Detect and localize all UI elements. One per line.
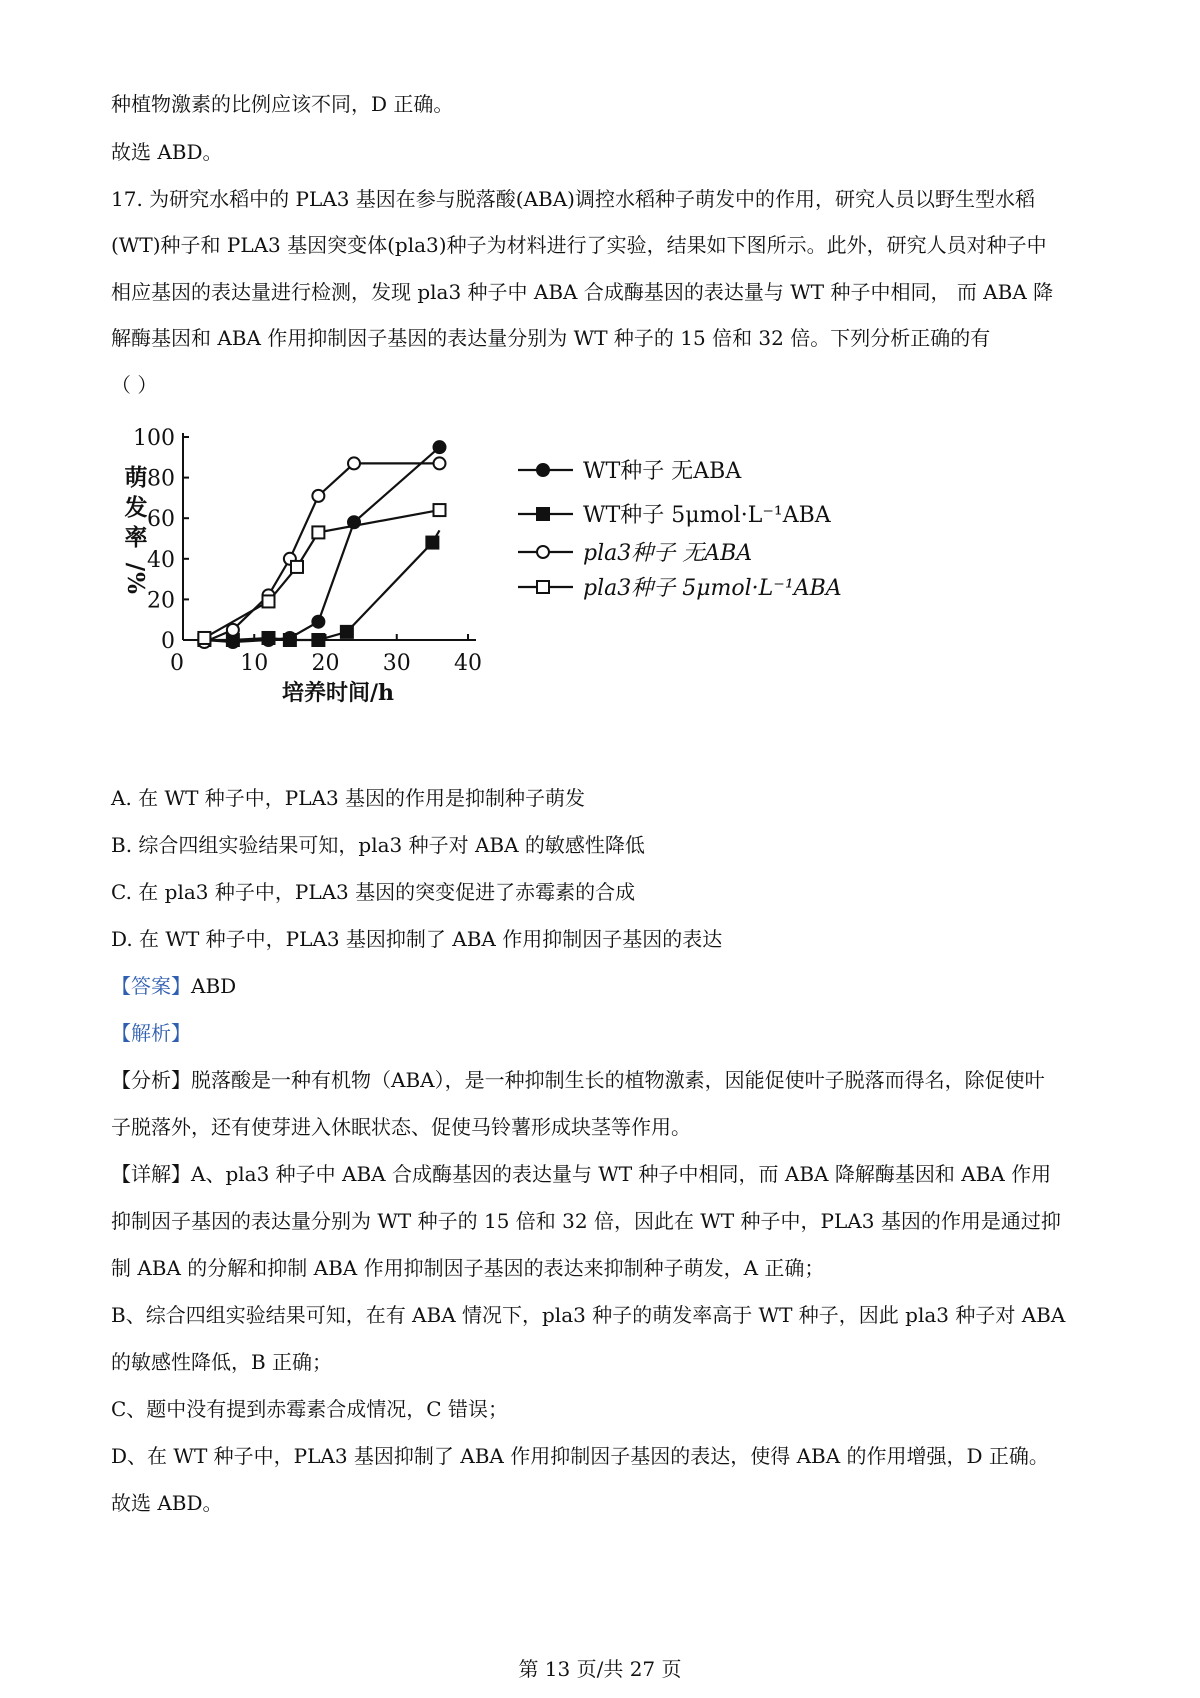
detail-text: 的敏感性降低，B 正确；	[111, 1350, 333, 1374]
data-point	[312, 616, 324, 628]
data-point	[312, 526, 324, 538]
answer-value: ABD	[191, 974, 237, 998]
answer-line	[111, 973, 236, 999]
data-point	[263, 632, 275, 644]
legend-item-1	[518, 459, 742, 484]
legend-label: pla3种子 无ABA	[583, 541, 753, 566]
detail-text: B、综合四组实验结果可知，在有 ABA 情况下，pla3 种子的萌发率高于 WT 种子，因此 pla3 种子对 ABA	[111, 1303, 1066, 1327]
data-point	[434, 504, 446, 516]
legend-item-3	[518, 541, 752, 566]
legend-item-4	[518, 576, 842, 601]
detail-text: 制 ABA 的分解和抑制 ABA 作用抑制因子基因的表达来抑制种子萌发，A 正确；	[111, 1256, 825, 1280]
data-point	[537, 508, 549, 520]
detail-text: C、题中没有提到赤霉素合成情况，C 错误；	[111, 1397, 508, 1421]
data-point	[537, 546, 549, 558]
legend-label: WT种子 5μmol·L⁻¹ABA	[583, 503, 831, 528]
option-b: B. 综合四组实验结果可知，pla3 种子对 ABA 的敏感性降低	[111, 833, 645, 857]
data-point	[434, 457, 446, 469]
analysis-text: 脱落酸是一种有机物（ABA），是一种抑制生长的植物激素，因能促使叶子脱落而得名，除促使叶	[191, 1068, 1045, 1092]
question-17-stem: 相应基因的表达量进行检测，发现 pla3 种子中 ABA 合成酶基因的表达量与 WT 种子中相同， 而 ABA 降	[111, 280, 1054, 304]
option-a: A. 在 WT 种子中，PLA3 基因的作用是抑制种子萌发	[111, 786, 586, 810]
detail-text: A、pla3 种子中 ABA 合成酶基因的表达量与 WT 种子中相同，而 ABA 降解酶基因和 ABA 作用	[191, 1162, 1052, 1186]
detail-text: 抑制因子基因的表达量分别为 WT 种子的 15 倍和 32 倍，因此在 WT 种子中，PLA3 基因的作用是通过抑	[111, 1209, 1061, 1233]
chart-legend	[518, 459, 842, 601]
y-tick-label: 40	[147, 547, 175, 573]
chart-plot	[198, 441, 445, 648]
x-tick-label: 20	[311, 651, 340, 676]
detail-paragraph	[111, 1161, 1051, 1187]
text-line: 故选 ABD。	[111, 140, 223, 164]
y-axis-label-char: 萌	[124, 464, 148, 491]
y-tick-label: 80	[147, 466, 175, 492]
detail-text: D、在 WT 种子中，PLA3 基因抑制了 ABA 作用抑制因子基因的表达，使得 ABA 的作用增强，D 正确。	[111, 1444, 1049, 1468]
data-point	[284, 634, 296, 646]
legend-item-2	[518, 503, 832, 528]
analysis-paragraph	[111, 1067, 1045, 1093]
data-point	[312, 490, 324, 502]
data-point	[434, 441, 446, 453]
analysis-text: 子脱落外，还有使芽进入休眠状态、促使马铃薯形成块茎等作用。	[111, 1115, 691, 1139]
question-17-stem: 解酶基因和 ABA 作用抑制因子基因的表达量分别为 WT 种子的 15 倍和 32 倍。下列分析正确的有	[111, 326, 991, 350]
analysis-heading: 【解析】	[111, 1021, 191, 1045]
question-17-stem: 17. 为研究水稻中的 PLA3 基因在参与脱落酸(ABA)调控水稻种子萌发中的作用，研究人员以野生型水稻	[111, 187, 1035, 211]
data-point	[341, 626, 353, 638]
y-axis-label-char: /	[122, 562, 149, 572]
x-tick-label: 10	[240, 651, 269, 676]
legend-label: WT种子 无ABA	[583, 459, 742, 484]
y-tick-label: 60	[147, 507, 175, 533]
y-axis-label-char: %	[122, 572, 149, 594]
answer-tag: 【答案】	[111, 974, 191, 998]
y-axis-label-char: 率	[124, 524, 148, 551]
x-tick-label: 40	[454, 651, 482, 676]
x-tick-label: 0	[170, 651, 184, 676]
answer-blank: （ ）	[111, 373, 158, 397]
option-d: D. 在 WT 种子中，PLA3 基因抑制了 ABA 作用抑制因子基因的表达	[111, 927, 723, 951]
y-tick-label: 0	[161, 629, 175, 654]
germination-chart	[108, 425, 968, 770]
data-point	[537, 581, 549, 593]
question-17-stem: (WT)种子和 PLA3 基因突变体(pla3)种子为材料进行了实验，结果如下图所示。此外，研究人员对种子中	[111, 233, 1047, 257]
analysis-tag: 【分析】	[111, 1068, 191, 1092]
text-line: 种植物激素的比例应该不同，D 正确。	[111, 92, 454, 116]
data-point	[227, 624, 239, 636]
x-axis-label: 培养时间/h	[281, 680, 395, 706]
option-c: C. 在 pla3 种子中，PLA3 基因的突变促进了赤霉素的合成	[111, 880, 636, 904]
series-1	[198, 441, 445, 648]
y-axis-label-char: 发	[124, 494, 148, 521]
y-tick-label: 100	[133, 426, 175, 451]
data-point	[537, 464, 549, 476]
detail-tag: 【详解】	[111, 1162, 191, 1186]
data-point	[291, 561, 303, 573]
data-point	[426, 537, 438, 549]
series-line	[204, 447, 439, 642]
data-point	[348, 457, 360, 469]
x-tick-label: 30	[382, 651, 411, 676]
data-point	[198, 632, 210, 644]
data-point	[263, 595, 275, 607]
y-tick-label: 20	[147, 588, 175, 614]
detail-text: 故选 ABD。	[111, 1491, 223, 1515]
page-footer: 第 13 页/共 27 页	[518, 1657, 682, 1681]
data-point	[312, 634, 324, 646]
legend-label: pla3种子 5μmol·L⁻¹ABA	[583, 576, 842, 601]
